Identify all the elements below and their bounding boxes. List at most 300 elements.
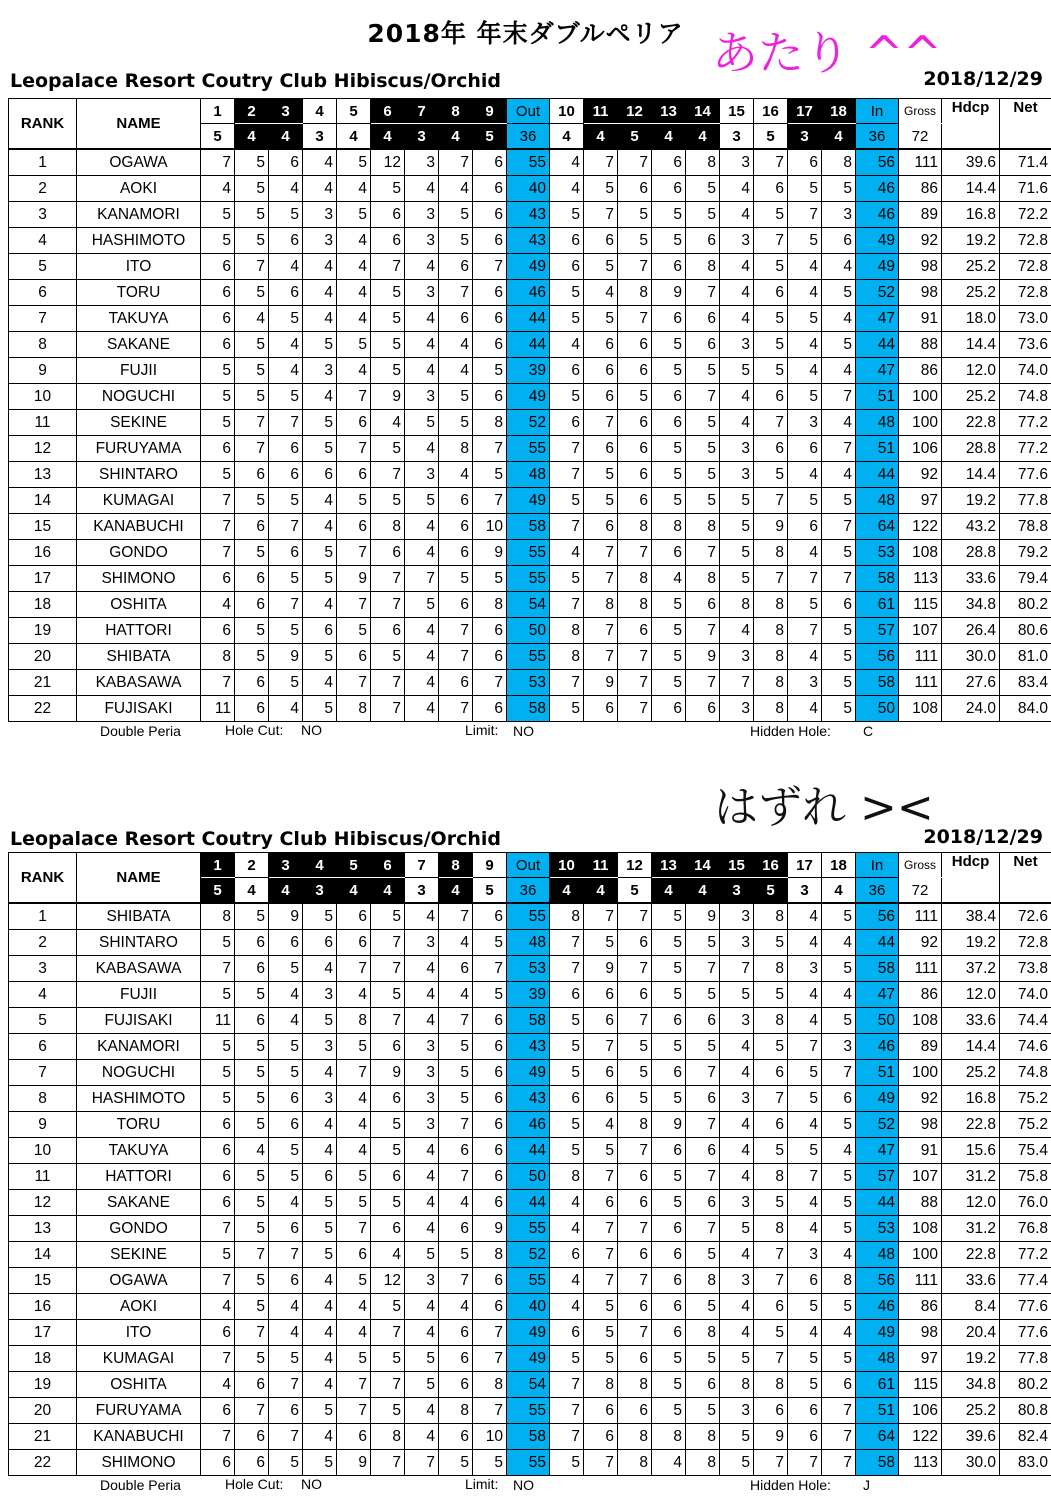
hole-score: 6: [473, 228, 507, 254]
hole-score: 3: [303, 982, 337, 1008]
hole-score: 7: [371, 1320, 405, 1346]
net-score: 83.0: [1000, 1450, 1051, 1476]
score-table-bottom: [8, 852, 1051, 1476]
hole-score: 5: [235, 1034, 269, 1060]
hole-score: 4: [405, 644, 439, 670]
gross-score: 108: [899, 1216, 942, 1242]
handicap: 26.4: [942, 618, 1000, 644]
gross-score: 97: [899, 488, 942, 514]
hole-number-header: 8: [439, 853, 473, 878]
rank-cell: 20: [9, 644, 77, 670]
hole-score: 5: [686, 410, 720, 436]
player-name: KANAMORI: [77, 1034, 201, 1060]
hole-number-header: 4: [303, 853, 337, 878]
hole-score: 7: [269, 410, 303, 436]
in-header: In: [856, 853, 899, 878]
rank-cell: 3: [9, 202, 77, 228]
table-row: [9, 1190, 1051, 1216]
hole-number-header: 10: [550, 853, 584, 878]
hole-par: 4: [686, 124, 720, 150]
hole-score: 7: [686, 1112, 720, 1138]
gross-score: 108: [899, 540, 942, 566]
gross-score: 92: [899, 462, 942, 488]
name-header: NAME: [77, 99, 201, 150]
gross-score: 91: [899, 306, 942, 332]
hole-score: 7: [618, 1216, 652, 1242]
hole-score: 6: [201, 436, 235, 462]
hole-score: 5: [235, 1190, 269, 1216]
out-total: 55: [507, 436, 550, 462]
net-score: 77.6: [1000, 1294, 1051, 1320]
hole-par: 5: [473, 878, 507, 904]
hole-score: 4: [201, 176, 235, 202]
hole-score: 7: [686, 384, 720, 410]
hole-number-header: 11: [584, 853, 618, 878]
hole-score: 5: [584, 254, 618, 280]
hole-score: 5: [235, 176, 269, 202]
hole-score: 5: [584, 462, 618, 488]
hole-score: 5: [473, 358, 507, 384]
hole-score: 5: [652, 436, 686, 462]
hole-score: 4: [788, 930, 822, 956]
rank-cell: 16: [9, 1294, 77, 1320]
hole-score: 7: [337, 384, 371, 410]
hole-par: 3: [405, 878, 439, 904]
hole-score: 6: [788, 149, 822, 176]
hole-score: 4: [303, 1424, 337, 1450]
hole-score: 8: [686, 566, 720, 592]
hole-score: 8: [822, 1268, 856, 1294]
hole-score: 5: [371, 1138, 405, 1164]
gross-score: 100: [899, 1242, 942, 1268]
hole-score: 7: [788, 618, 822, 644]
table-row: [9, 228, 1051, 254]
in-total: 64: [856, 1424, 899, 1450]
hole-score: 4: [720, 1112, 754, 1138]
footer-limit-value: NO: [513, 723, 534, 739]
gross-header: Gross: [899, 99, 942, 124]
rank-cell: 7: [9, 306, 77, 332]
hole-score: 4: [550, 1190, 584, 1216]
hole-score: 5: [754, 1034, 788, 1060]
hole-score: 6: [652, 1268, 686, 1294]
hole-par: 5: [201, 124, 235, 150]
hole-score: 5: [439, 228, 473, 254]
table-row: [9, 176, 1051, 202]
table-row: [9, 956, 1051, 982]
hole-number-header: 13: [652, 99, 686, 124]
gross-score: 108: [899, 1008, 942, 1034]
hole-score: 6: [652, 254, 686, 280]
rank-cell: 19: [9, 618, 77, 644]
hole-score: 8: [618, 514, 652, 540]
hole-score: 5: [584, 1138, 618, 1164]
hole-score: 12: [371, 149, 405, 176]
hole-score: 4: [822, 982, 856, 1008]
in-total: 58: [856, 670, 899, 696]
hole-score: 5: [405, 592, 439, 618]
hole-score: 4: [235, 306, 269, 332]
gross-score: 107: [899, 1164, 942, 1190]
hole-score: 3: [720, 644, 754, 670]
hole-score: 6: [618, 462, 652, 488]
player-name: TAKUYA: [77, 1138, 201, 1164]
hole-score: 4: [550, 540, 584, 566]
hole-number-header: 9: [473, 99, 507, 124]
hole-score: 8: [686, 514, 720, 540]
handicap: 19.2: [942, 930, 1000, 956]
hole-score: 6: [235, 462, 269, 488]
footer-double-peria: Double Peria: [100, 1477, 181, 1493]
out-total: 39: [507, 358, 550, 384]
hole-score: 8: [473, 592, 507, 618]
hole-score: 5: [618, 1034, 652, 1060]
hole-score: 5: [618, 1060, 652, 1086]
hole-score: 6: [269, 1268, 303, 1294]
table-row: [9, 1034, 1051, 1060]
hole-number-header: 1: [201, 99, 235, 124]
rank-cell: 13: [9, 1216, 77, 1242]
course-name: Leopalace Resort Coutry Club Hibiscus/Orchid: [10, 70, 501, 92]
hole-score: 4: [303, 1268, 337, 1294]
in-total: 61: [856, 1372, 899, 1398]
handicap: 28.8: [942, 436, 1000, 462]
course-name: Leopalace Resort Coutry Club Hibiscus/Orchid: [10, 828, 501, 850]
hole-score: 7: [201, 514, 235, 540]
hole-score: 5: [439, 1450, 473, 1476]
hole-score: 6: [201, 1112, 235, 1138]
hole-score: 5: [473, 462, 507, 488]
rank-cell: 2: [9, 176, 77, 202]
hole-score: 7: [337, 1060, 371, 1086]
hole-score: 7: [337, 1398, 371, 1424]
hole-score: 6: [473, 1164, 507, 1190]
hole-score: 7: [618, 1320, 652, 1346]
hole-score: 5: [235, 149, 269, 176]
out-total: 55: [507, 1450, 550, 1476]
table-row: [9, 1112, 1051, 1138]
hole-score: 5: [822, 1190, 856, 1216]
in-total: 46: [856, 1034, 899, 1060]
net-score: 77.2: [1000, 1242, 1051, 1268]
hole-score: 6: [201, 1164, 235, 1190]
net-score: 75.2: [1000, 1112, 1051, 1138]
hole-score: 4: [303, 176, 337, 202]
handicap: 19.2: [942, 488, 1000, 514]
hole-score: 6: [754, 1398, 788, 1424]
hole-score: 3: [788, 1242, 822, 1268]
hole-score: 5: [822, 618, 856, 644]
hole-par: 3: [720, 878, 754, 904]
hole-score: 8: [754, 670, 788, 696]
handicap: 31.2: [942, 1216, 1000, 1242]
hole-score: 5: [235, 618, 269, 644]
hole-score: 4: [822, 306, 856, 332]
hole-par: 5: [754, 124, 788, 150]
hole-score: 5: [371, 280, 405, 306]
hole-score: 5: [788, 1086, 822, 1112]
gross-score: 111: [899, 149, 942, 176]
hole-score: 5: [235, 280, 269, 306]
hole-score: 5: [269, 1138, 303, 1164]
hole-score: 3: [405, 1060, 439, 1086]
hdcp-header: Hdcp: [942, 853, 1000, 904]
out-total: 50: [507, 618, 550, 644]
hole-score: 5: [652, 592, 686, 618]
gross-par: 72: [899, 124, 942, 150]
hole-score: 4: [405, 254, 439, 280]
hole-score: 6: [618, 332, 652, 358]
footer-hidden-label: Hidden Hole:: [750, 1477, 831, 1493]
hole-score: 5: [788, 1138, 822, 1164]
hole-score: 7: [371, 696, 405, 722]
hole-score: 5: [686, 1346, 720, 1372]
gross-score: 111: [899, 670, 942, 696]
player-name: SAKANE: [77, 332, 201, 358]
hole-score: 4: [788, 280, 822, 306]
hole-score: 8: [686, 149, 720, 176]
hole-score: 4: [405, 670, 439, 696]
hole-score: 5: [584, 1346, 618, 1372]
hole-score: 9: [652, 1112, 686, 1138]
in-total: 47: [856, 358, 899, 384]
hole-score: 3: [405, 228, 439, 254]
hole-score: 5: [754, 202, 788, 228]
player-name: KUMAGAI: [77, 1346, 201, 1372]
hole-score: 7: [618, 1138, 652, 1164]
hole-score: 6: [618, 488, 652, 514]
hole-score: 5: [754, 982, 788, 1008]
hole-score: 4: [652, 566, 686, 592]
hole-score: 4: [337, 176, 371, 202]
hole-score: 3: [405, 1112, 439, 1138]
net-score: 77.6: [1000, 1320, 1051, 1346]
hole-score: 7: [822, 1060, 856, 1086]
gross-score: 92: [899, 930, 942, 956]
out-total: 44: [507, 332, 550, 358]
table-row: [9, 1372, 1051, 1398]
hole-score: 3: [720, 149, 754, 176]
out-total: 55: [507, 540, 550, 566]
hole-score: 5: [473, 1450, 507, 1476]
handicap: 38.4: [942, 903, 1000, 930]
hole-score: 5: [337, 1346, 371, 1372]
hole-score: 8: [720, 592, 754, 618]
hole-score: 5: [201, 1034, 235, 1060]
hole-score: 7: [618, 1008, 652, 1034]
hole-score: 5: [303, 1190, 337, 1216]
table-row: [9, 1242, 1051, 1268]
hole-score: 4: [337, 1086, 371, 1112]
player-name: SHIMONO: [77, 1450, 201, 1476]
rank-cell: 21: [9, 1424, 77, 1450]
in-total: 51: [856, 1398, 899, 1424]
hole-score: 6: [584, 982, 618, 1008]
rank-header: RANK: [9, 99, 77, 150]
footer-hidden-value: J: [863, 1477, 870, 1493]
hole-score: 7: [371, 592, 405, 618]
hole-par: 4: [371, 878, 405, 904]
hole-score: 4: [303, 1060, 337, 1086]
out-total: 52: [507, 410, 550, 436]
rank-cell: 15: [9, 514, 77, 540]
hole-score: 6: [337, 930, 371, 956]
hole-score: 4: [788, 1190, 822, 1216]
in-total: 52: [856, 280, 899, 306]
hole-score: 5: [822, 176, 856, 202]
hole-score: 6: [235, 1450, 269, 1476]
hole-score: 7: [618, 956, 652, 982]
hole-score: 5: [235, 1086, 269, 1112]
hole-score: 8: [201, 644, 235, 670]
in-total: 50: [856, 1008, 899, 1034]
rank-cell: 5: [9, 254, 77, 280]
hole-score: 6: [269, 930, 303, 956]
hole-score: 6: [201, 1398, 235, 1424]
hole-score: 5: [550, 1138, 584, 1164]
hole-score: 5: [235, 384, 269, 410]
hole-score: 5: [720, 1424, 754, 1450]
table-row: [9, 306, 1051, 332]
hole-score: 7: [618, 1268, 652, 1294]
footer-hidden-label: Hidden Hole:: [750, 723, 831, 739]
hole-score: 5: [235, 644, 269, 670]
hole-score: 5: [371, 1112, 405, 1138]
hole-score: 6: [303, 618, 337, 644]
hole-score: 3: [720, 1398, 754, 1424]
player-name: AOKI: [77, 1294, 201, 1320]
rank-cell: 22: [9, 1450, 77, 1476]
hole-score: 4: [720, 410, 754, 436]
hole-score: 6: [584, 1060, 618, 1086]
net-score: 73.8: [1000, 956, 1051, 982]
player-name: GONDO: [77, 540, 201, 566]
hole-score: 7: [337, 540, 371, 566]
in-total: 49: [856, 254, 899, 280]
hole-score: 6: [550, 228, 584, 254]
hole-score: 5: [235, 1268, 269, 1294]
in-total: 51: [856, 1060, 899, 1086]
footer-limit-label: Limit:: [465, 722, 499, 738]
hole-score: 5: [754, 1320, 788, 1346]
table-row: [9, 332, 1051, 358]
hole-score: 6: [235, 1424, 269, 1450]
net-score: 84.0: [1000, 696, 1051, 722]
net-score: 75.2: [1000, 1086, 1051, 1112]
hole-score: 3: [405, 1034, 439, 1060]
hole-score: 4: [550, 1294, 584, 1320]
hole-score: 7: [337, 592, 371, 618]
in-total: 61: [856, 592, 899, 618]
hole-score: 6: [371, 202, 405, 228]
hole-number-header: 16: [754, 99, 788, 124]
hole-score: 6: [686, 592, 720, 618]
hole-score: 5: [686, 1242, 720, 1268]
out-total: 55: [507, 149, 550, 176]
hole-score: 6: [473, 696, 507, 722]
in-total: 57: [856, 1164, 899, 1190]
hole-score: 5: [235, 1346, 269, 1372]
hole-par: 3: [720, 124, 754, 150]
gross-score: 97: [899, 1346, 942, 1372]
hole-score: 7: [371, 254, 405, 280]
hole-score: 5: [303, 644, 337, 670]
hole-score: 8: [371, 1424, 405, 1450]
hole-score: 4: [269, 982, 303, 1008]
rank-cell: 10: [9, 384, 77, 410]
rank-cell: 14: [9, 488, 77, 514]
hole-score: 6: [618, 358, 652, 384]
hole-score: 5: [584, 176, 618, 202]
hole-score: 7: [269, 1242, 303, 1268]
hole-score: 6: [303, 930, 337, 956]
hole-score: 6: [269, 462, 303, 488]
hole-par: 4: [822, 124, 856, 150]
hole-score: 5: [652, 670, 686, 696]
rank-cell: 17: [9, 566, 77, 592]
hole-score: 12: [371, 1268, 405, 1294]
table-row: [9, 1164, 1051, 1190]
hole-number-header: 16: [754, 853, 788, 878]
hole-score: 7: [686, 1216, 720, 1242]
hole-score: 6: [473, 1294, 507, 1320]
hole-score: 7: [584, 1216, 618, 1242]
hole-score: 3: [720, 332, 754, 358]
hole-score: 6: [269, 149, 303, 176]
hole-score: 5: [652, 332, 686, 358]
hole-score: 5: [201, 410, 235, 436]
hole-score: 9: [473, 1216, 507, 1242]
hole-score: 8: [618, 1424, 652, 1450]
player-name: SAKANE: [77, 1190, 201, 1216]
net-header: Net: [1000, 99, 1051, 150]
rank-cell: 13: [9, 462, 77, 488]
hole-score: 4: [720, 1164, 754, 1190]
hole-score: 6: [473, 1268, 507, 1294]
hole-score: 5: [550, 1346, 584, 1372]
hole-score: 4: [303, 149, 337, 176]
player-name: FUJISAKI: [77, 1008, 201, 1034]
gross-score: 92: [899, 1086, 942, 1112]
hole-score: 4: [405, 1398, 439, 1424]
hole-score: 4: [720, 176, 754, 202]
hole-score: 7: [754, 488, 788, 514]
hole-score: 6: [371, 1216, 405, 1242]
net-score: 82.4: [1000, 1424, 1051, 1450]
hole-number-header: 5: [337, 853, 371, 878]
hole-score: 6: [473, 1008, 507, 1034]
net-score: 75.8: [1000, 1164, 1051, 1190]
hole-score: 4: [405, 1320, 439, 1346]
hole-score: 4: [303, 1346, 337, 1372]
hole-score: 5: [269, 670, 303, 696]
hole-score: 9: [371, 1060, 405, 1086]
hole-score: 5: [235, 1294, 269, 1320]
net-score: 72.8: [1000, 280, 1051, 306]
handicap: 25.2: [942, 384, 1000, 410]
hole-score: 6: [235, 566, 269, 592]
handicap: 15.6: [942, 1138, 1000, 1164]
table-row: [9, 280, 1051, 306]
hole-number-header: 11: [584, 99, 618, 124]
hole-score: 4: [439, 358, 473, 384]
player-name: FUJISAKI: [77, 696, 201, 722]
player-name: TORU: [77, 1112, 201, 1138]
hole-score: 6: [269, 280, 303, 306]
net-score: 74.8: [1000, 1060, 1051, 1086]
rank-cell: 8: [9, 332, 77, 358]
hole-score: 6: [201, 280, 235, 306]
